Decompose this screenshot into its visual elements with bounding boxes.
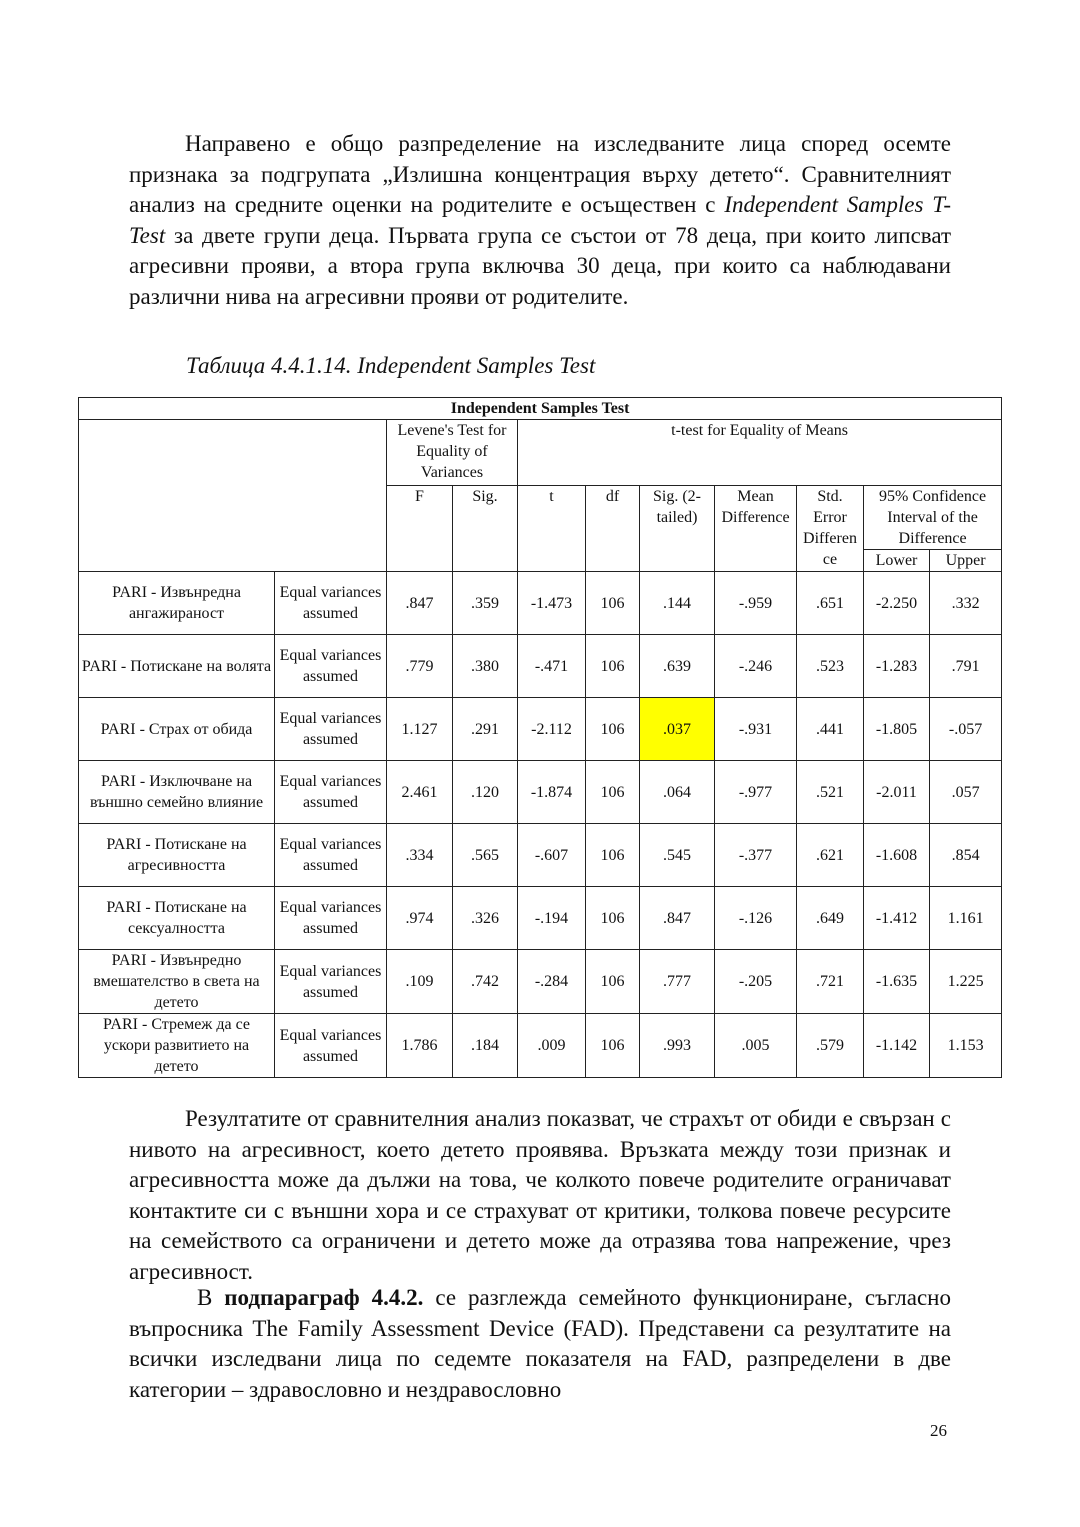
row-assumption: Equal variances assumed xyxy=(275,761,387,824)
value-cell: .847 xyxy=(387,572,453,635)
value-cell: .721 xyxy=(797,950,864,1014)
row-label: PARI - Изключване на външно семейно влияние xyxy=(79,761,275,824)
value-cell: .120 xyxy=(453,761,518,824)
row-assumption: Equal variances assumed xyxy=(275,572,387,635)
value-cell: 106 xyxy=(586,635,640,698)
value-cell: .993 xyxy=(640,1014,715,1078)
results-paragraph xyxy=(129,1104,951,1287)
text-segment: В xyxy=(185,1285,225,1310)
value-cell: 106 xyxy=(586,1014,640,1078)
value-cell: -.931 xyxy=(715,698,797,761)
value-cell: .144 xyxy=(640,572,715,635)
value-cell: .621 xyxy=(797,824,864,887)
text-segment: Independent Samples T-Test xyxy=(129,192,951,248)
row-assumption: Equal variances assumed xyxy=(275,950,387,1014)
value-cell: -.284 xyxy=(518,950,586,1014)
col-sig: Sig. xyxy=(453,486,518,572)
value-cell: -1.142 xyxy=(864,1014,930,1078)
value-cell: -.057 xyxy=(930,698,1002,761)
value-cell: .057 xyxy=(930,761,1002,824)
page-number: 26 xyxy=(930,1421,947,1440)
value-cell: -1.473 xyxy=(518,572,586,635)
table-row xyxy=(79,824,1002,887)
value-cell: 1.786 xyxy=(387,1014,453,1078)
row-label: PARI - Потискане на сексуалността xyxy=(79,887,275,950)
header-blank xyxy=(79,420,387,572)
value-cell: -.246 xyxy=(715,635,797,698)
value-cell: .854 xyxy=(930,824,1002,887)
value-cell: 106 xyxy=(586,950,640,1014)
text-segment: за двете групи деца. Първата група се състои от 78 деца, при които липсват агресивни прояви, а втора група включва 30 деца, при които са наблюдавани различни нива на агресивни прояви от родителите. xyxy=(129,222,951,309)
value-cell: .565 xyxy=(453,824,518,887)
value-cell: -2.112 xyxy=(518,698,586,761)
table-row xyxy=(79,572,1002,635)
col-df: df xyxy=(586,486,640,572)
row-assumption: Equal variances assumed xyxy=(275,635,387,698)
value-cell: -2.011 xyxy=(864,761,930,824)
col-std-error-difference: Std. Error Differen ce xyxy=(797,486,864,572)
value-cell: 1.127 xyxy=(387,698,453,761)
value-cell: -1.874 xyxy=(518,761,586,824)
table-row xyxy=(79,1014,1002,1078)
value-cell: .064 xyxy=(640,761,715,824)
value-cell: 106 xyxy=(586,698,640,761)
table-row xyxy=(79,698,1002,761)
value-cell: .974 xyxy=(387,887,453,950)
row-assumption: Equal variances assumed xyxy=(275,1014,387,1078)
text-segment: се разглежда семейното функциониране, съгласно въпросника The Family Assessment Device (FAD). Представени са резултатите на всички изследвани лица по седемте показателя на FAD, разпределени в две категории – здравословно и нездравословно xyxy=(129,1285,951,1402)
value-cell: .579 xyxy=(797,1014,864,1078)
text-segment: Направено е общо разпределение на изследваните лица според осемте признака за подгрупата „Излишна концентрация върху детето“. Сравнителният анализ на средните оценки на родителите е осъществен с xyxy=(129,131,951,217)
col-f: F xyxy=(387,486,453,572)
value-cell: .109 xyxy=(387,950,453,1014)
value-cell: -.471 xyxy=(518,635,586,698)
subsection-paragraph xyxy=(129,1283,951,1405)
table-row xyxy=(79,887,1002,950)
value-cell: .523 xyxy=(797,635,864,698)
value-cell: .779 xyxy=(387,635,453,698)
value-cell: -1.608 xyxy=(864,824,930,887)
value-cell: -.205 xyxy=(715,950,797,1014)
table-row xyxy=(79,635,1002,698)
value-cell: -2.250 xyxy=(864,572,930,635)
table-caption: Таблица 4.4.1.14. Independent Samples Test xyxy=(186,353,596,378)
row-assumption: Equal variances assumed xyxy=(275,824,387,887)
value-cell: .651 xyxy=(797,572,864,635)
row-label: PARI - Извънредна ангажираност xyxy=(79,572,275,635)
row-label: PARI - Стремеж да се ускори развитието на детето xyxy=(79,1014,275,1078)
value-cell: -1.635 xyxy=(864,950,930,1014)
value-cell: -.959 xyxy=(715,572,797,635)
col-sig-2-tailed: Sig. (2-tailed) xyxy=(640,486,715,572)
value-cell: .326 xyxy=(453,887,518,950)
levene-header: Levene's Test for Equality of Variances xyxy=(387,420,518,486)
value-cell: -.977 xyxy=(715,761,797,824)
value-cell: 106 xyxy=(586,572,640,635)
row-label: PARI - Извънредно вмешателство в света на детето xyxy=(79,950,275,1014)
value-cell: -.126 xyxy=(715,887,797,950)
col-mean-difference: Mean Difference xyxy=(715,486,797,572)
value-cell: 1.161 xyxy=(930,887,1002,950)
value-cell: .847 xyxy=(640,887,715,950)
value-cell: .184 xyxy=(453,1014,518,1078)
value-cell: 1.153 xyxy=(930,1014,1002,1078)
row-label: PARI - Потискане на волята xyxy=(79,635,275,698)
table-row xyxy=(79,761,1002,824)
value-cell: .545 xyxy=(640,824,715,887)
value-cell: -1.412 xyxy=(864,887,930,950)
value-cell: -.194 xyxy=(518,887,586,950)
col-t: t xyxy=(518,486,586,572)
value-cell: 1.225 xyxy=(930,950,1002,1014)
value-cell: .441 xyxy=(797,698,864,761)
value-cell: -1.283 xyxy=(864,635,930,698)
value-cell: -.377 xyxy=(715,824,797,887)
value-cell: .777 xyxy=(640,950,715,1014)
table-title: Independent Samples Test xyxy=(79,398,1002,420)
row-assumption: Equal variances assumed xyxy=(275,698,387,761)
row-label: PARI - Потискане на агресивността xyxy=(79,824,275,887)
value-cell: .291 xyxy=(453,698,518,761)
value-cell: .742 xyxy=(453,950,518,1014)
highlighted-value-cell: .037 xyxy=(640,698,715,761)
ttest-header: t-test for Equality of Means xyxy=(518,420,1002,486)
value-cell: .005 xyxy=(715,1014,797,1078)
value-cell: .009 xyxy=(518,1014,586,1078)
value-cell: .359 xyxy=(453,572,518,635)
value-cell: -1.805 xyxy=(864,698,930,761)
row-assumption: Equal variances assumed xyxy=(275,887,387,950)
value-cell: .639 xyxy=(640,635,715,698)
value-cell: .649 xyxy=(797,887,864,950)
intro-paragraph xyxy=(129,129,951,312)
text-segment: Резултатите от сравнителния анализ показват, че страхът от обиди е свързан с нивото на агресивност, което детето проявява. Връзката между този признак и агресивността може да дължи на това, че колкото повече родителите ограничават контактите си с външни хора и се страхуват от критики, толкова повече ресурсите на семейството са ограничени и детето може да отразява това напрежение, чрез агресивност. xyxy=(129,1106,951,1284)
value-cell: 106 xyxy=(586,887,640,950)
value-cell: .332 xyxy=(930,572,1002,635)
row-label: PARI - Страх от обида xyxy=(79,698,275,761)
col-confidence-interval: 95% Confidence Interval of the Difference xyxy=(864,486,1002,550)
value-cell: .334 xyxy=(387,824,453,887)
value-cell: .791 xyxy=(930,635,1002,698)
table-row xyxy=(79,950,1002,1014)
text-segment: подпараграф 4.4.2. xyxy=(224,1285,424,1310)
value-cell: .521 xyxy=(797,761,864,824)
col-lower: Lower xyxy=(864,550,930,572)
col-upper: Upper xyxy=(930,550,1002,572)
value-cell: 106 xyxy=(586,824,640,887)
value-cell: 106 xyxy=(586,761,640,824)
value-cell: .380 xyxy=(453,635,518,698)
value-cell: 2.461 xyxy=(387,761,453,824)
independent-samples-table xyxy=(78,397,1002,1078)
value-cell: -.607 xyxy=(518,824,586,887)
